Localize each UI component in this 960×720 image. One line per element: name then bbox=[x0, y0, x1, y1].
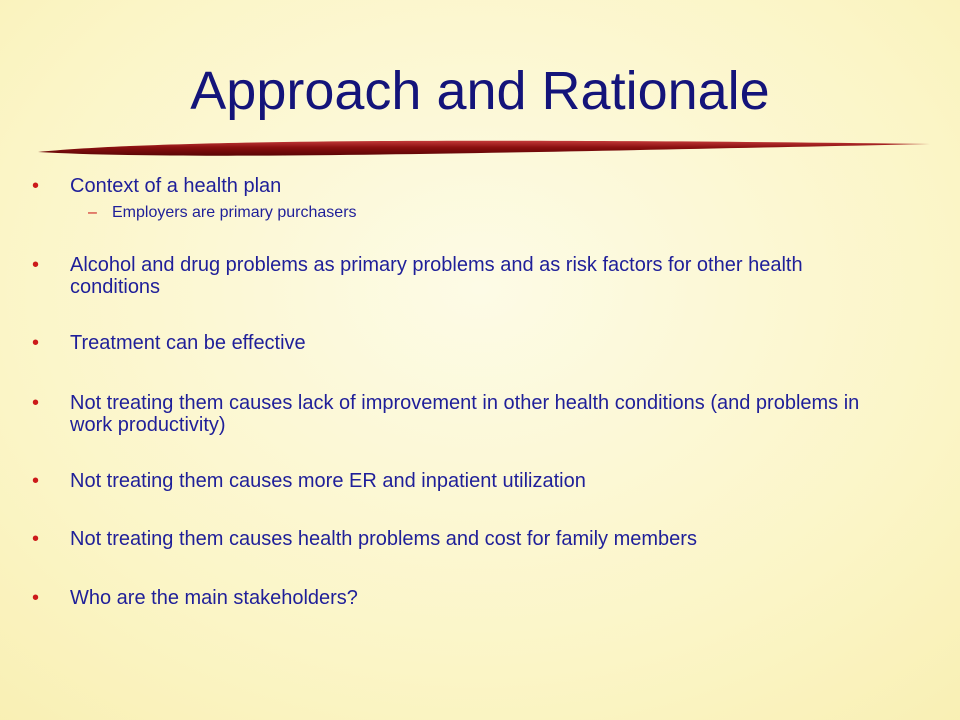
bullet-item bbox=[32, 587, 890, 609]
bullet-text: Not treating them causes more ER and inpatient utilization bbox=[70, 470, 586, 492]
sub-bullet-marker: – bbox=[88, 204, 97, 221]
bullet-text: Treatment can be effective bbox=[70, 332, 306, 354]
bullet-item bbox=[32, 254, 890, 298]
sub-bullet-item bbox=[88, 203, 872, 223]
bullet-item bbox=[32, 175, 890, 197]
bullet-text: Context of a health plan bbox=[70, 175, 282, 197]
bullet-marker: • bbox=[32, 254, 40, 276]
bullet-text: Not treating them causes health problems and cost for family members bbox=[70, 528, 697, 550]
bullet-item bbox=[32, 392, 890, 436]
bullet-marker: • bbox=[32, 175, 40, 197]
bullet-marker: • bbox=[32, 587, 40, 609]
bullet-marker: • bbox=[32, 470, 40, 492]
bullet-item bbox=[32, 332, 890, 354]
sub-bullet-text: Employers are primary purchasers bbox=[112, 204, 357, 221]
bullet-text: Who are the main stakeholders? bbox=[70, 587, 358, 609]
bullet-marker: • bbox=[32, 528, 40, 550]
bullet-text: Alcohol and drug problems as primary problems and as risk factors for other health conditions bbox=[70, 254, 803, 298]
bullet-text: Not treating them causes lack of improvement in other health conditions (and problems in work productivity) bbox=[70, 392, 860, 436]
bullet-marker: • bbox=[32, 332, 40, 354]
slide-title: Approach and Rationale bbox=[190, 61, 770, 121]
bullet-item bbox=[32, 528, 890, 550]
bullet-item bbox=[32, 470, 890, 492]
bullet-marker: • bbox=[32, 392, 40, 414]
